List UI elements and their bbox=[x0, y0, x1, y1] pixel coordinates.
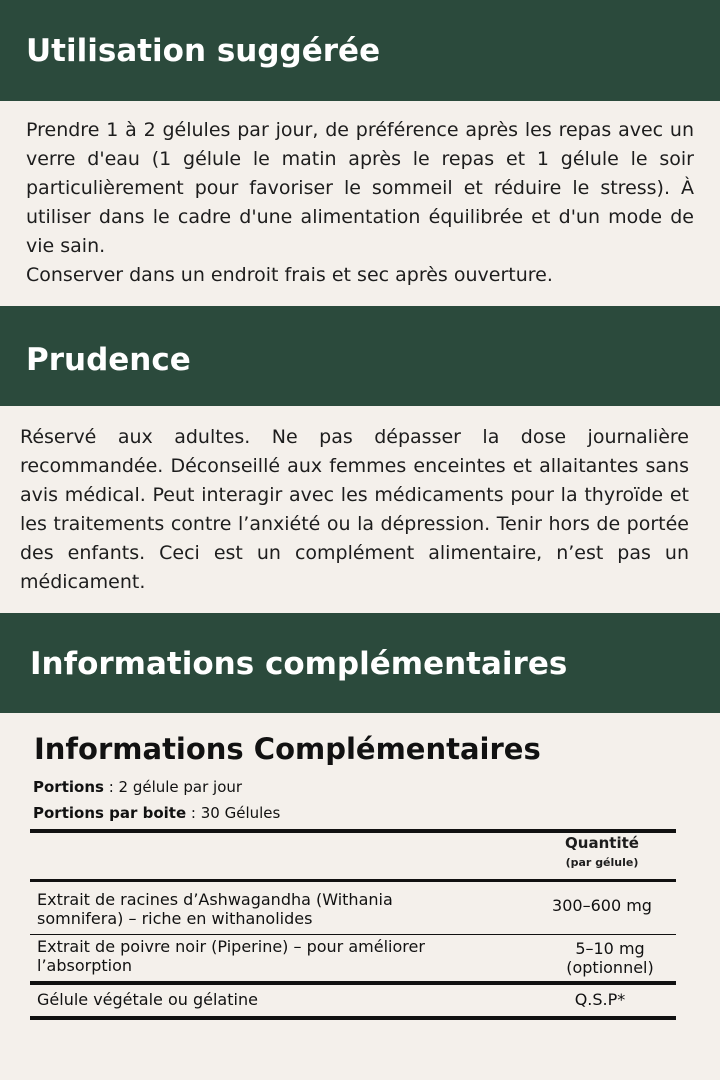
table-row-divider bbox=[30, 934, 676, 935]
portions-line bbox=[33, 778, 242, 796]
usage-text-block bbox=[26, 116, 694, 290]
per-box-line bbox=[33, 804, 280, 822]
table-row-quantity: 5–10 mg bbox=[575, 939, 645, 958]
table-row-quantity: 300–600 mg bbox=[552, 896, 652, 915]
usage-paragraph: Prendre 1 à 2 gélules par jour, de préférence après les repas avec un verre d'eau (1 gélule le matin après le repas et 1 gélule le soir particulièrement pour favoriser le sommeil et réduire le stress). À utiliser dans le cadre d'une alimentation équilibrée et d'un mode de vie sain. bbox=[26, 119, 694, 257]
per-box-label: Portions par boite bbox=[33, 804, 187, 822]
portions-value: : 2 gélule par jour bbox=[103, 778, 243, 796]
caution-title: Prudence bbox=[26, 342, 191, 378]
info-title-band: Informations complémentaires bbox=[30, 646, 568, 682]
usage-title: Utilisation suggérée bbox=[26, 33, 381, 69]
table-top-rule bbox=[30, 829, 676, 833]
table-row-ingredient: Extrait de racines d’Ashwagandha (Withania somnifera) – riche en withanolides bbox=[37, 890, 393, 928]
caution-text-block bbox=[20, 423, 689, 597]
quantity-column-header bbox=[540, 834, 664, 869]
usage-header-band bbox=[0, 0, 720, 101]
table-bottom-rule bbox=[30, 1016, 676, 1020]
storage-paragraph: Conserver dans un endroit frais et sec après ouverture. bbox=[26, 264, 553, 286]
caution-header-band bbox=[0, 306, 720, 406]
table-row-quantity: Q.S.P* bbox=[574, 990, 626, 1009]
table-row-quantity-block bbox=[535, 939, 685, 977]
table-row-quantity-note: (optionnel) bbox=[566, 958, 654, 977]
table-header-rule bbox=[30, 879, 676, 882]
per-box-value: : 30 Gélules bbox=[186, 804, 281, 822]
table-row-divider bbox=[30, 981, 676, 985]
info-table-title: Informations Complémentaires bbox=[34, 732, 541, 766]
quantity-subheader: (par gélule) bbox=[565, 856, 639, 869]
quantity-header: Quantité bbox=[565, 834, 639, 852]
caution-paragraph: Réservé aux adultes. Ne pas dépasser la dose journalière recommandée. Déconseillé aux femmes enceintes et allaitantes sans avis médical. Peut interagir avec les médicaments pour la thyroïde et les traitements contre l’anxiété ou la dépression. Tenir hors de portée des enfants. Ceci est un complément alimentaire, n’est pas un médicament. bbox=[20, 426, 689, 593]
portions-label: Portions bbox=[33, 778, 104, 796]
table-row-ingredient: Extrait de poivre noir (Piperine) – pour améliorer l’absorption bbox=[37, 937, 425, 975]
table-row-ingredient: Gélule végétale ou gélatine bbox=[37, 990, 258, 1009]
info-header-band bbox=[0, 613, 720, 713]
